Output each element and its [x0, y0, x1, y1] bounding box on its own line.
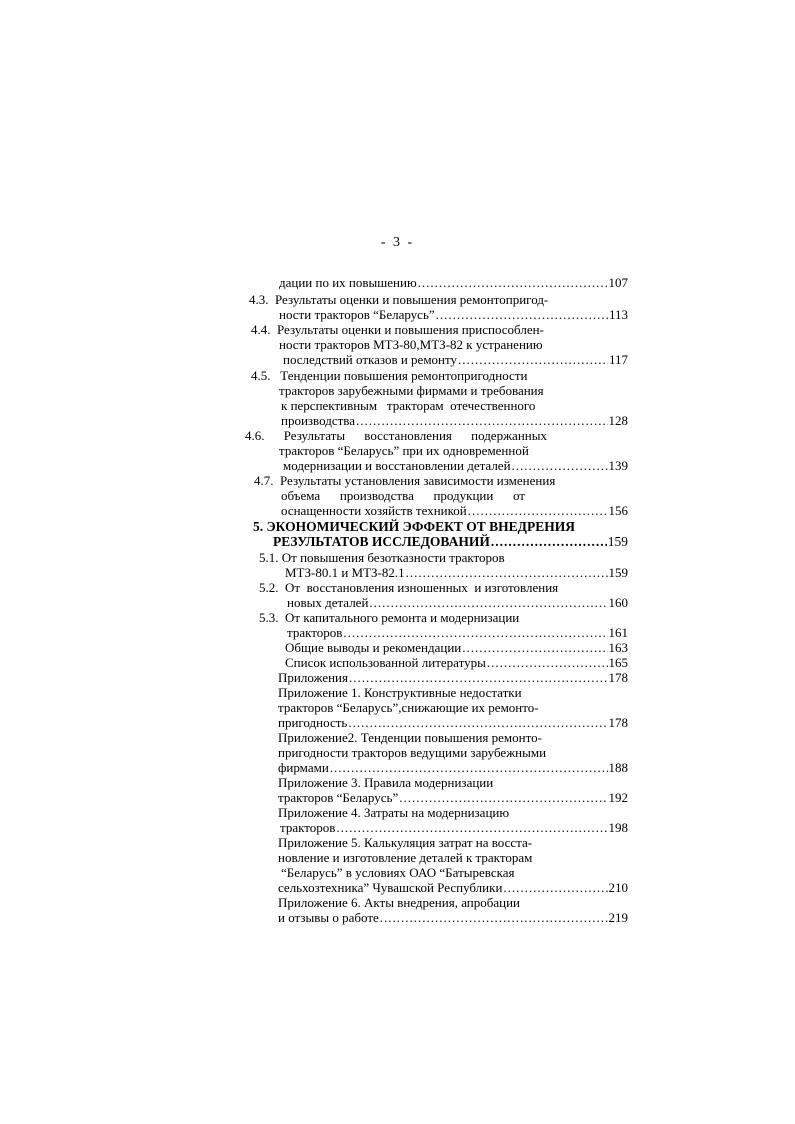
- toc-entry: 4.6. Результаты восстановления подержанных: [245, 428, 547, 443]
- section-number: 4.3.: [249, 292, 269, 307]
- toc-entry: последствий отказов и ремонту ..... 117: [283, 352, 628, 367]
- toc-entry: пригодность ..... 178: [278, 715, 628, 730]
- toc-entry: пригодности тракторов ведущими зарубежными: [278, 745, 547, 760]
- toc-entry: 5.3. От капитального ремонта и модернизации: [259, 610, 520, 625]
- toc-entry: Приложение 1. Конструктивные недостатки: [278, 685, 522, 700]
- toc-entry: 4.4. Результаты оценки и повышения приспособлен-: [251, 322, 544, 337]
- toc-entry: и отзывы о работе ..... 219: [278, 910, 628, 925]
- toc-entry: тракторов “Беларусь” ..... 192: [278, 790, 628, 805]
- toc-entry: 5.2. От восстановления изношенных и изготовления: [259, 580, 559, 595]
- toc-entry: Приложение 4. Затраты на модернизацию: [278, 805, 510, 820]
- page-number: - 3 -: [380, 235, 415, 250]
- toc-entry: Общие выводы и рекомендации ..... 163: [285, 640, 628, 655]
- section-number: 5.1.: [259, 550, 279, 565]
- toc-entry: тракторов ..... 198: [280, 820, 628, 835]
- chapter-heading: 5. ЭКОНОМИЧЕСКИЙ ЭФФЕКТ ОТ ВНЕДРЕНИЯ: [253, 519, 575, 534]
- toc-entry: Приложение 6. Акты внедрения, апробации: [278, 895, 521, 910]
- toc-entry: к перспективным тракторам отечественного: [281, 398, 536, 413]
- toc-entry: оснащенности хозяйств техникой ..... 156: [281, 503, 628, 518]
- toc-entry: Приложение 5. Калькуляция затрат на восста-: [278, 835, 533, 850]
- section-number: 4.5.: [251, 368, 271, 383]
- chapter-heading: РЕЗУЛЬТАТОВ ИССЛЕДОВАНИЙ ..... 159: [273, 534, 628, 549]
- toc-entry: Приложение 3. Правила модернизации: [278, 775, 494, 790]
- toc-entry: фирмами ..... 188: [278, 760, 628, 775]
- toc-entry: тракторов зарубежными фирмами и требования: [279, 383, 544, 398]
- toc-entry: новых деталей ..... 160: [287, 595, 628, 610]
- toc-entry: 4.5. Тенденции повышения ремонтопригодности: [251, 368, 528, 383]
- toc-entry: тракторов “Беларусь”,снижающие их ремонто-: [278, 700, 539, 715]
- toc-entry: новление и изготовление деталей к тракторам: [278, 850, 533, 865]
- toc-entry: Приложение2. Тенденции повышения ремонто-: [278, 730, 542, 745]
- section-number: 5.3.: [259, 610, 279, 625]
- toc-entry: МТЗ-80.1 и МТЗ-82.1 ..... 159: [285, 565, 628, 580]
- section-number: 4.6.: [245, 428, 265, 443]
- toc-entry: тракторов ..... 161: [287, 625, 628, 640]
- toc-entry: ности тракторов “Беларусь” ..... 113: [279, 307, 628, 322]
- toc-entry: модернизации и восстановлении деталей ..... 139: [283, 458, 628, 473]
- toc-entry: 4.3. Результаты оценки и повышения ремонтопригод-: [249, 292, 549, 307]
- toc-entry: “Беларусь” в условиях ОАО “Батыревская: [281, 865, 515, 880]
- section-number: 5.2.: [259, 580, 279, 595]
- toc-entry: производства ..... 128: [281, 413, 628, 428]
- toc-entry: Приложения ..... 178: [278, 670, 628, 685]
- toc-entry: тракторов “Беларусь” при их одновременной: [279, 443, 529, 458]
- toc-entry: сельхозтехника” Чувашской Республики ..... 210: [278, 880, 628, 895]
- section-number: 4.7.: [254, 473, 274, 488]
- toc-entry: 5.1. От повышения безотказности тракторов: [259, 550, 505, 565]
- toc-entry: дации по их повышению ..... 107: [279, 275, 628, 290]
- section-number: 4.4.: [251, 322, 271, 337]
- toc-entry: Список использованной литературы ..... 165: [285, 655, 628, 670]
- toc-entry: ности тракторов МТЗ-80,МТЗ-82 к устранению: [279, 337, 543, 352]
- toc-entry: 4.7. Результаты установления зависимости изменения: [254, 473, 556, 488]
- toc-entry: объема производства продукции от: [281, 488, 525, 503]
